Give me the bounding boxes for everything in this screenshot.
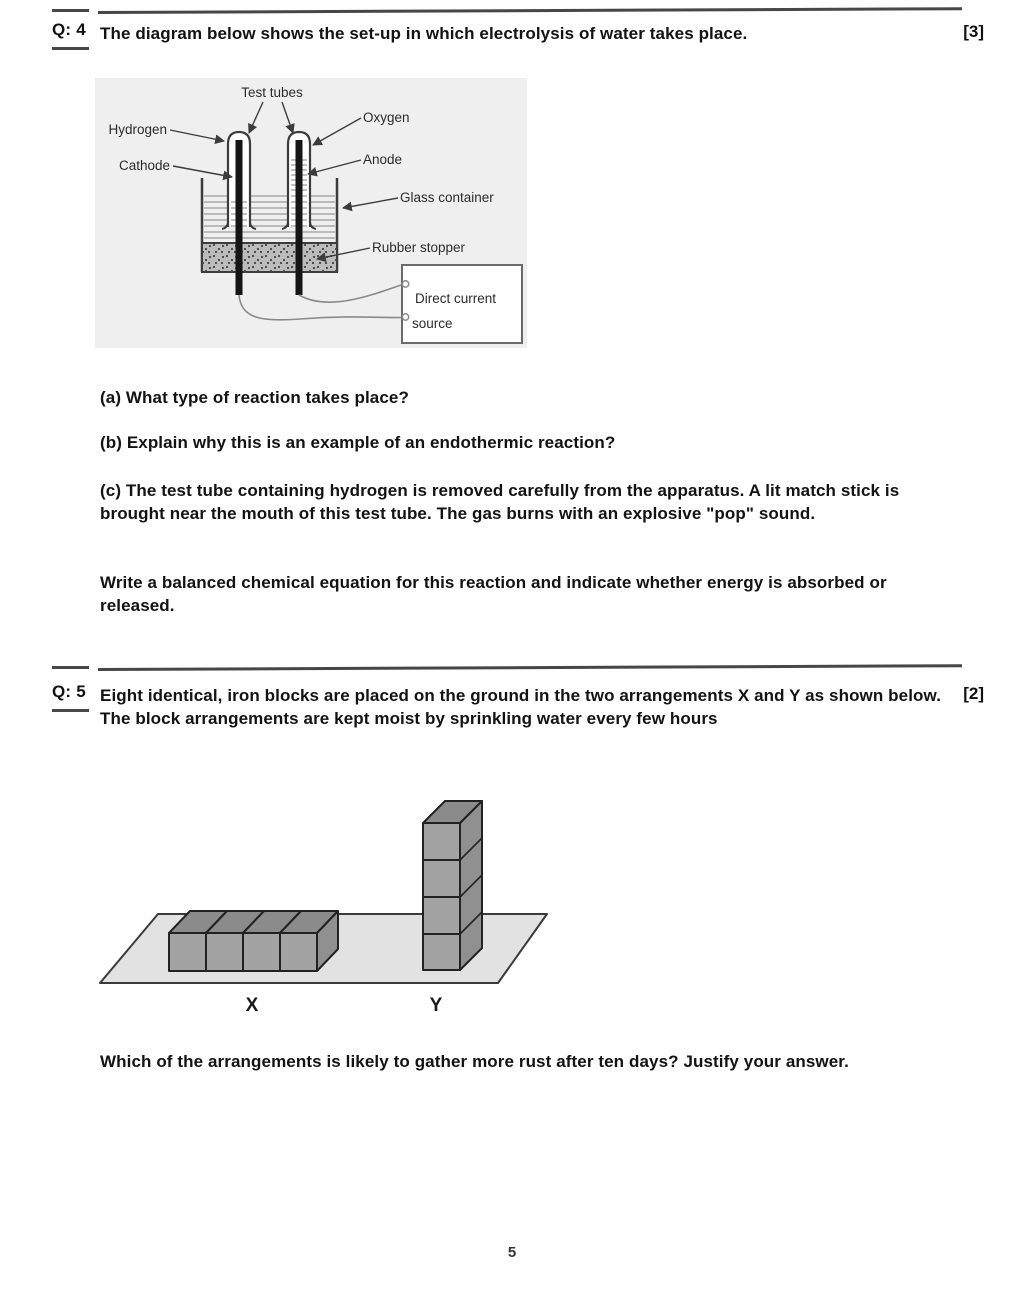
q4-part-a: (a) What type of reaction takes place? [100, 388, 409, 407]
q4-title: The diagram below shows the set-up in which electrolysis of water takes place. [100, 24, 748, 43]
svg-text:Anode: Anode [363, 152, 403, 167]
dc-source-label-line2: source [412, 316, 453, 331]
q5-rule-top-long [98, 664, 962, 670]
q4-rule-top-long [98, 7, 962, 13]
svg-text:Hydrogen: Hydrogen [108, 122, 167, 137]
q5-marks: [2] [963, 684, 984, 703]
page-number: 5 [507, 1244, 517, 1261]
svg-text:Glass container: Glass container [400, 190, 494, 205]
cathode-electrode [236, 140, 243, 295]
svg-text:Test tubes: Test tubes [241, 85, 303, 100]
q4-part-b: (b) Explain why this is an example of an endothermic reaction? [100, 433, 616, 452]
label-arrangement-y: Y [429, 995, 443, 1016]
rubber-stopper [202, 243, 337, 272]
q4-rule-top-short [52, 9, 89, 12]
svg-text:Oxygen: Oxygen [363, 110, 410, 125]
q5-number: Q: 5 [52, 682, 86, 701]
q4-rule-bottom-short [52, 47, 89, 50]
q4-number: Q: 4 [52, 20, 86, 39]
q4-marks: [3] [963, 22, 984, 41]
dc-source-label-line1: Direct current [415, 291, 497, 306]
q4-part-c: (c) The test tube containing hydrogen is removed carefully from the apparatus. A lit match stick is brought near the mouth of this test tube. The gas burns with an explosive "pop" sound. [100, 481, 900, 523]
q5-rule-bottom-short [52, 709, 89, 712]
q5-rule-top-short [52, 666, 89, 669]
q4-part-c-followup: Write a balanced chemical equation for this reaction and indicate whether energy is absorbed or released. [100, 573, 887, 615]
anode-electrode [296, 140, 303, 295]
terminal-top [402, 281, 408, 287]
arrangement-y [423, 801, 482, 970]
svg-text:Rubber stopper: Rubber stopper [372, 240, 466, 255]
q5-question: Which of the arrangements is likely to gather more rust after ten days? Justify your answer. [100, 1052, 849, 1071]
block-arrangements-diagram [95, 772, 565, 1020]
electrolysis-diagram [95, 78, 527, 348]
terminal-bottom [402, 314, 408, 320]
q5-title: Eight identical, iron blocks are placed on the ground in the two arrangements X and Y as shown below. The block arrangements are kept moist by sprinkling water every few hours [100, 686, 942, 728]
svg-text:Cathode: Cathode [118, 158, 170, 173]
dc-source-box [402, 265, 522, 343]
label-arrangement-x: X [245, 995, 259, 1016]
arrangement-x [169, 911, 338, 971]
